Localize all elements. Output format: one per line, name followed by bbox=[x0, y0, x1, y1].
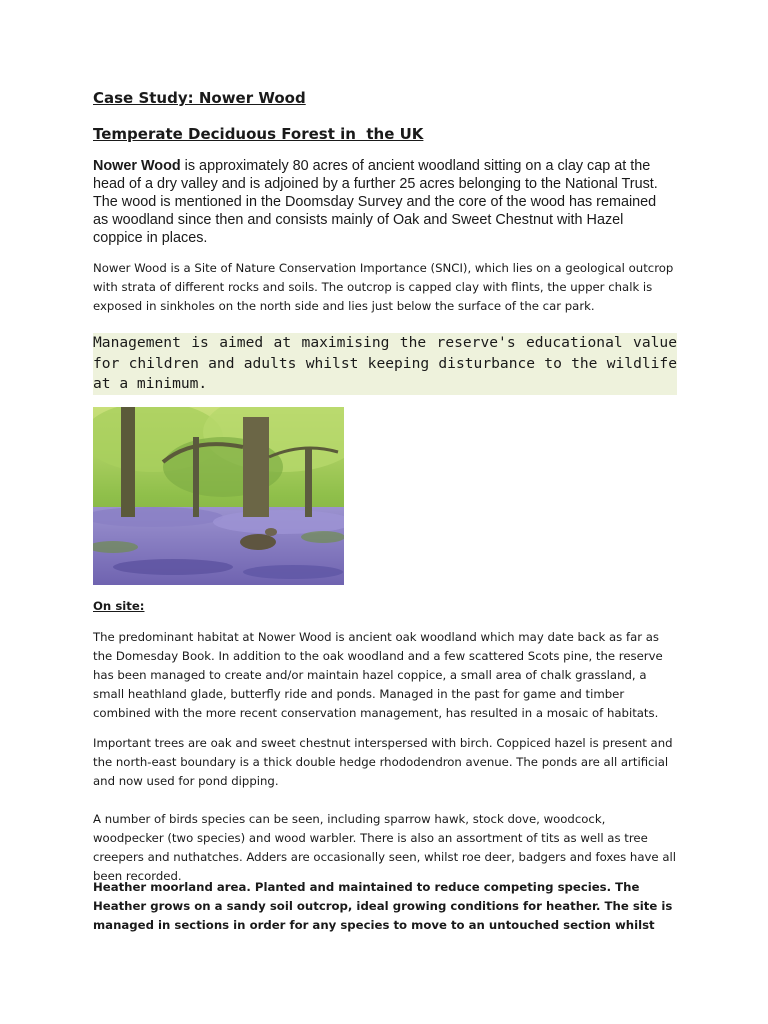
intro-paragraph bbox=[93, 157, 673, 247]
case-study-subtitle: Temperate Deciduous Forest in the UK bbox=[93, 125, 424, 143]
intro-text: is approximately 80 acres of ancient woodland sitting on a clay cap at the head of a dry valley and is adjoined by a further 25 acres belonging to the National Trust. The wood is mentioned in the Doomsday Survey and the core of the wood has remained as woodland since then and consists mainly of Oak and Sweet Chestnut with Hazel coppice in places. bbox=[93, 158, 658, 246]
habitat-paragraph: The predominant habitat at Nower Wood is ancient oak woodland which may date back as far as the Domesday Book. In addition to the oak woodland and a few scattered Scots pine, the reserve has been managed to create and/or maintain hazel coppice, a small area of chalk grassland, a small heathland glade, butterfly ride and ponds. Managed in the past for game and timber combined with the more recent conservation management, has resulted in a mosaic of habitats. bbox=[93, 630, 663, 720]
bluebell-woodland-photo bbox=[93, 407, 344, 585]
woodland-illustration bbox=[93, 407, 344, 585]
birds-paragraph: A number of birds species can be seen, including sparrow hawk, stock dove, woodcock, woodpecker (two species) and wood warbler. There is also an assortment of tits as well as tree creepers and nuthatches. Adders are occasionally seen, whilst roe deer, badgers and foxes have all been recorded. bbox=[93, 812, 676, 883]
intro-name: Nower Wood bbox=[93, 158, 181, 174]
management-highlight: Management is aimed at maximising the reserve's educational value for children and adults whilst keeping disturbance to the wildlife at a minimum. bbox=[93, 333, 677, 395]
heather-paragraph: Heather moorland area. Planted and maintained to reduce competing species. The Heather grows on a sandy soil outcrop, ideal growing conditions for heather. The site is managed in sections in order for any species to move to an untouched section whilst bbox=[93, 880, 673, 932]
on-site-heading: On site: bbox=[93, 599, 145, 613]
case-study-title: Case Study: Nower Wood bbox=[93, 89, 306, 107]
snci-paragraph: Nower Wood is a Site of Nature Conservation Importance (SNCI), which lies on a geological outcrop with strata of different rocks and soils. The outcrop is capped clay with flints, the upper chalk is exposed in sinkholes on the north side and lies just below the surface of the car park. bbox=[93, 261, 674, 313]
trees-paragraph: Important trees are oak and sweet chestnut interspersed with birch. Coppiced hazel is present and the north-east boundary is a thick double hedge rhododendron avenue. The ponds are all artificial and now used for pond dipping. bbox=[93, 736, 673, 788]
